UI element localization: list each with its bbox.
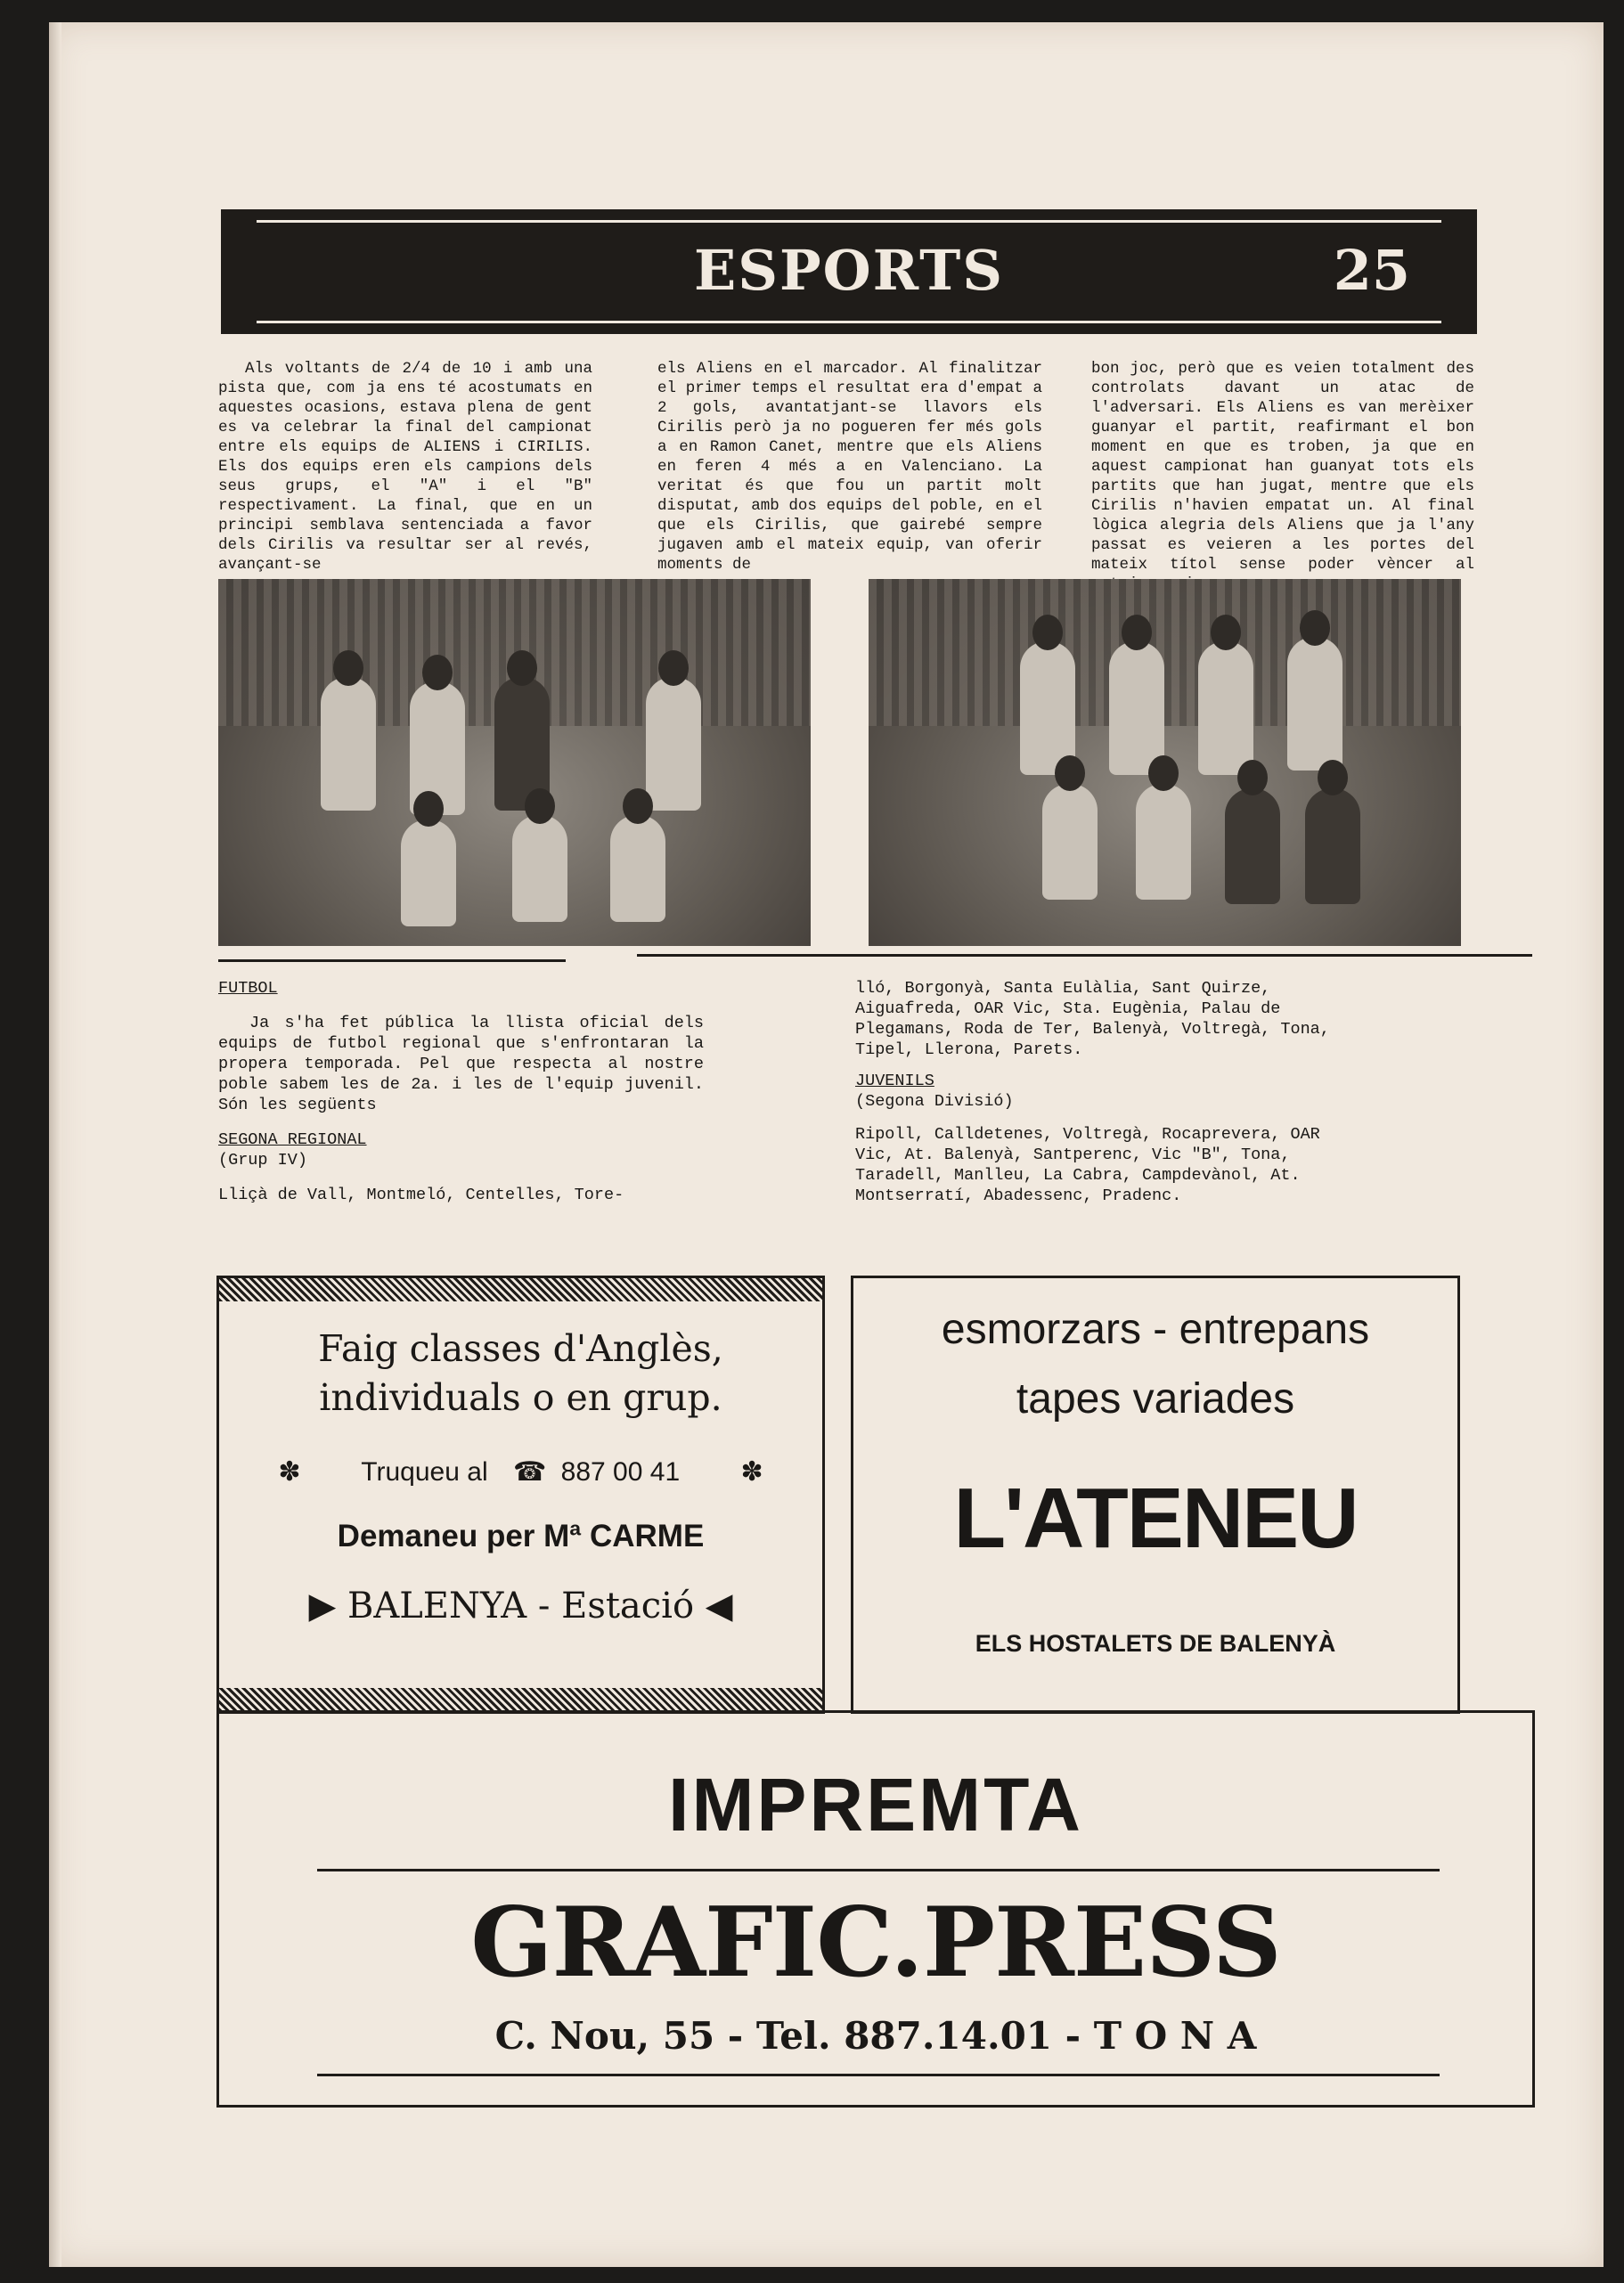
ad-press-address: C. Nou, 55 - Tel. 887.14.01 - T O N A [494,2014,1257,2058]
section-title: ESPORTS [693,238,1004,303]
ad-english-line1: Faig classes d'Anglès, [318,1327,723,1370]
telephone-icon: ☎ [512,1457,547,1487]
page-spine [49,22,61,2267]
ad-english-place-row [219,1586,822,1627]
segona-teams-rest: lló, Borgonyà, Santa Eulàlia, Sant Quirze, Aiguafreda, OAR Vic, Sta. Eugènia, Palau de Plegamans, Roda de Ter, Balenyà, Voltregà, Tona, Tipel, Llerona, Parets. [855,979,1330,1059]
banner-top-rule [257,220,1441,223]
futbol-column-2 [855,978,1363,1206]
magazine-page [49,22,1604,2267]
ad-english-place: BALENYA - Estació [347,1586,695,1627]
article-column-2 [657,359,1042,575]
team-photo-right [869,579,1461,946]
ad-english-phone-row [219,1456,822,1488]
futbol-intro: Ja s'ha fet pública la llista oficial dels equips de futbol regional que s'enfrontaran la propera temporada. Pel que respecta al nostre poble sabem les de 2a. i les de l'equip juvenil. Són les següents [218,1014,704,1114]
juvenils-heading: JUVENILS [855,1072,934,1090]
article-text-1: Als voltants de 2/4 de 10 i amb una pista que, com ja ens té acostumats en aquestes ocasions, estava plena de gent es va celebrar la final del campionat entre els equips de ALIENS i CIRILIS. Els dos equips eren els campions dels seus grups, el "A" i el "B" respectivament. La final, que en un principi semblava sentenciada a favor dels Cirilis va resultar ser al revés, avançant-se [218,360,592,574]
article-column-3 [1091,359,1474,594]
ad-grafic-press [216,1710,1535,2108]
futbol-heading: FUTBOL [218,979,278,998]
segona-subheading: (Grup IV) [218,1151,307,1170]
divider-right [637,954,1532,957]
article-column-1 [218,359,592,575]
futbol-column-1 [218,978,726,1205]
ad-english-line2: individuals o en grup. [319,1376,722,1419]
section-banner [221,209,1477,334]
ad-press-name: GRAFIC.PRESS [470,1887,1281,1999]
article-text-2: els Aliens en el marcador. Al finalitzar el primer temps el resultat era d'empat a 2 gols, avantatjant-se llavors els Cirilis però ja no pogueren fer més gols a en Ramon Canet, mentre que els Aliens en feren 4 més a en Valenciano. La veritat és que fou un partit molt disputat, amb dos equips del poble, en el que els Cirilis, que gairebé sempre jugaven amb el mateix equip, van oferir moments de [657,360,1042,574]
segona-teams-start: Lliçà de Vall, Montmeló, Centelles, Tore- [218,1186,624,1204]
ad-ateneu-line2: tapes variades [1016,1375,1295,1423]
flower-icon: ✽ [740,1457,763,1487]
triangle-right-icon: ▶ [308,1586,337,1627]
triangle-left-icon: ◀ [705,1586,733,1627]
juvenils-teams: Ripoll, Calldetenes, Voltregà, Rocaprevera, OAR Vic, At. Balenyà, Santperenc, Vic "B", Tona, Taradell, Manlleu, La Cabra, Campdevànol, At. Montserratí, Abadessenc, Pradenc. [855,1125,1320,1205]
ad-english-phone-prefix: Truqueu al [361,1457,488,1487]
team-photo-left [218,579,811,946]
ad-english-phone: 887 00 41 [560,1457,681,1487]
ad-press-rule-top [317,1869,1440,1871]
page-number: 25 [1333,238,1410,303]
ad-ateneu-name: L'ATENEU [953,1471,1358,1566]
ad-ateneu-line1: esmorzars - entrepans [941,1306,1370,1353]
ad-ateneu [851,1276,1460,1714]
ad-english-contact: Demaneu per Mª CARME [337,1519,705,1553]
article-text-3: bon joc, però que es veien totalment des controlats davant un atac de l'adversari. Els Aliens es van merèixer guanyar el partit, reafirmant el bon moment en que es troben, ja que en aquest campionat han guanyat tots els partits que han jugat, mentre que els Cirilis n'havien empatat un. Al final lògica alegria dels Aliens que ja l'any passat es veieren a les portes del mateix títol sense poder vèncer al [1091,360,1474,574]
ad-press-line1: IMPREMTA [668,1763,1083,1847]
banner-bottom-rule [257,321,1441,323]
divider-left [218,959,566,962]
ad-ateneu-place: ELS HOSTALETS DE BALENYÀ [975,1630,1336,1657]
ad-english-classes [216,1276,825,1714]
flower-icon: ✽ [278,1457,301,1487]
ad-press-rule-bottom [317,2074,1440,2076]
juvenils-subheading: (Segona Divisió) [855,1092,1014,1111]
segona-heading: SEGONA REGIONAL [218,1130,367,1149]
